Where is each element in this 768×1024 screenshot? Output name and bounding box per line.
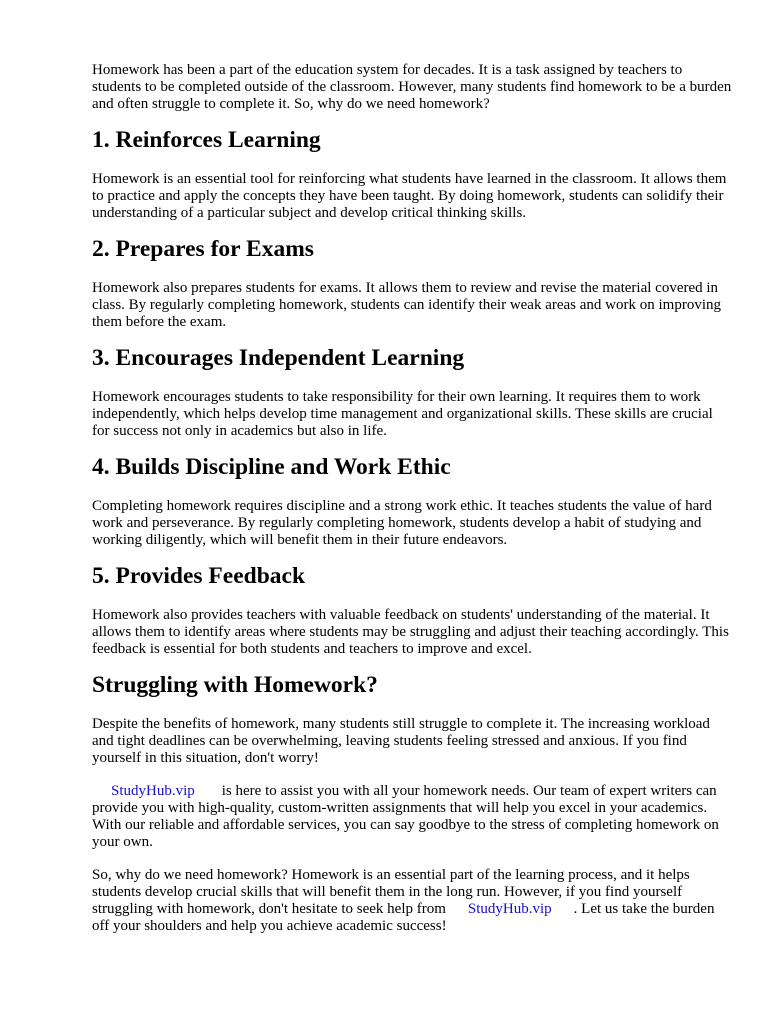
section-body-discipline-work-ethic: Completing homework requires discipline and a strong work ethic. It teaches students the value of hard work and perseverance. By regularly completing homework, students develop a habit of studying and working diligently, which will benefit them in their future endeavors.: [92, 498, 712, 548]
promo-text: is here to assist you with all your homework needs. Our team of expert writers can provide you with high-quality, custom-written assignments that will help you excel in your academics. With our reliable and affordable services, you can say goodbye to the stress of completing homework on your own.: [92, 783, 719, 850]
section-body-prepares-for-exams: Homework also prepares students for exams. It allows them to review and revise the material covered in class. By regularly completing homework, students can identify their weak areas and work on improving them before the exam.: [92, 280, 722, 330]
closing-text-before: So, why do we need homework? Homework is an essential part of the learning process, and it helps students develop crucial skills that will benefit them in the long run. However, if you find yourself struggling with homework, don't hesitate to seek help from: [92, 867, 690, 917]
promo-paragraph: [92, 783, 732, 851]
section-body-provides-feedback: Homework also provides teachers with valuable feedback on students' understanding of the material. It allows them to identify areas where students may be struggling and adjust their teaching accordingly. This feedback is essential for both students and teachers to improve and excel.: [92, 607, 729, 657]
section-heading-struggling: Struggling with Homework?: [92, 672, 378, 698]
section-heading-prepares-for-exams: 2. Prepares for Exams: [92, 236, 314, 262]
section-body-reinforces-learning: Homework is an essential tool for reinforcing what students have learned in the classroom. It allows them to practice and apply the concepts they have been taught. By doing homework, students can solidify their understanding of a particular subject and develop critical thinking skills.: [92, 171, 727, 221]
section-heading-independent-learning: 3. Encourages Independent Learning: [92, 345, 465, 371]
document-page: [92, 62, 732, 935]
closing-paragraph: [92, 867, 732, 935]
studyhub-link-closing[interactable]: StudyHub.vip: [467, 901, 552, 917]
studyhub-link[interactable]: StudyHub.vip: [111, 783, 195, 799]
intro-paragraph: Homework has been a part of the education system for decades. It is a task assigned by teachers to students to be completed outside of the classroom. However, many students find homework to be a burden and often struggle to complete it. So, why do we need homework?: [92, 62, 732, 112]
section-body-independent-learning: Homework encourages students to take responsibility for their own learning. It requires them to work independently, which helps develop time management and organizational skills. These skills are crucial for success not only in academics but also in life.: [92, 389, 713, 439]
closing-text-after: . Let us take the burden off your shoulders and help you achieve academic success!: [92, 901, 715, 934]
section-heading-reinforces-learning: 1. Reinforces Learning: [92, 127, 321, 153]
section-heading-provides-feedback: 5. Provides Feedback: [92, 563, 306, 589]
section-body-struggling: Despite the benefits of homework, many students still struggle to complete it. The increasing workload and tight deadlines can be overwhelming, leaving students feeling stressed and anxious. If you find yourself in this situation, don't worry!: [92, 716, 710, 766]
section-heading-discipline-work-ethic: 4. Builds Discipline and Work Ethic: [92, 454, 451, 480]
